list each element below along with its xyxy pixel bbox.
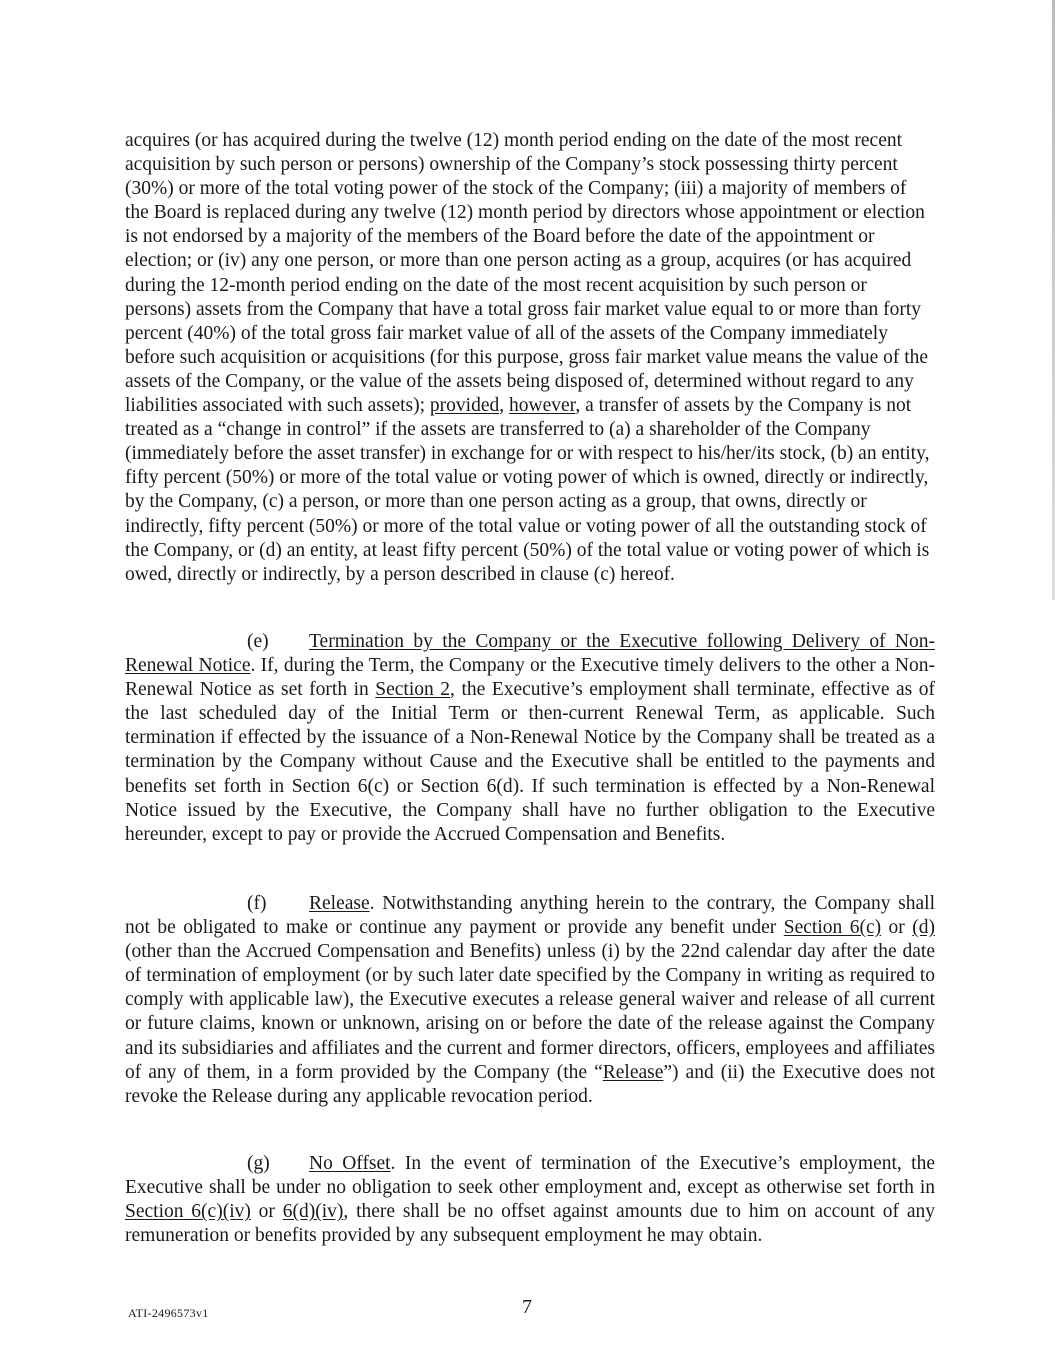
text: . In the event of termination of the Executive’s employment, the Executive shall be under no obligation to seek other employment and, except as otherwise set forth in bbox=[125, 1153, 935, 1199]
section-label: (f) bbox=[247, 893, 267, 914]
text: , the Executive’s employment shall terminate, effective as of the last scheduled day of the Initial Term or then-current Renewal Term, as applicable. Such termination if effected by the issuance of a Non-Renewal Notice by the Company shall be treated as a termination by the Company without Cause and the Executive shall be entitled to the payments and benefits set forth in Section 6(c) or Section 6(d). If such termination is effected by a Non-Renewal Notice issued by the Executive, the Company shall have no further obligation to the Executive hereunder, except to pay or provide the Accrued Compensation and Benefits. bbox=[125, 679, 935, 845]
section-g-paragraph bbox=[125, 1152, 935, 1248]
section-reference: 6(d)(iv) bbox=[282, 1201, 344, 1223]
text: . If, during the Term, the Company or the Executive timely delivers to the other a Non-Renewal Notice as set forth in bbox=[125, 655, 935, 701]
emphasis-provided: provided bbox=[429, 395, 500, 417]
text: acquires (or has acquired during the twelve (12) month period ending on the date of the most recent acquisition by such person or persons) ownership of the Company’s stock possessing thirty percent (30%) or more of the total voting power of the stock of the Company; (iii) a majority of members of the Board is replaced during any twelve (12) month period by directors whose appointment or election is not endorsed by a majority of the members of the Board before the date of the appointment or election; or (iv) any one person, or more than one person acting as a group, acquires (or has acquired during the 12-month period ending on the date of the most recent acquisition by such person or persons) assets from the Company that have a total gross fair market value equal to or more than forty percent (40%) of the total gross fair market value of all of the assets of the Company immediately before such acquisition or acquisitions (for this purpose, gross fair market value means the value of the assets of the Company, or the value of the assets being disposed of, determined without regard to any liabilities associated with such assets); bbox=[125, 130, 929, 417]
section-e-paragraph bbox=[125, 630, 935, 847]
text: . Notwithstanding anything herein to the contrary, the Company shall not be obligated to make or continue any payment or provide any benefit under bbox=[125, 893, 935, 939]
section-reference: Section 2 bbox=[375, 679, 451, 701]
section-reference: (d) bbox=[912, 917, 936, 939]
section-heading: No Offset bbox=[309, 1153, 391, 1174]
text: or bbox=[250, 1201, 283, 1223]
section-f-paragraph bbox=[125, 892, 935, 1109]
text: or bbox=[881, 917, 913, 939]
defined-term: Release bbox=[602, 1061, 664, 1083]
emphasis-however: however bbox=[508, 395, 576, 417]
section-label: (e) bbox=[247, 631, 269, 652]
document-id: ATI-2496573v1 bbox=[128, 1306, 209, 1320]
section-heading: Termination by the Company or the Executive following Delivery of Non-Renewal Notice bbox=[125, 631, 935, 677]
text: ”) and (ii) the Executive does not revoke the Release during any applicable revocation period. bbox=[125, 1061, 935, 1107]
paragraph-change-in-control-continued bbox=[125, 129, 935, 587]
section-label: (g) bbox=[247, 1153, 270, 1174]
text: , there shall be no offset against amounts due to him on account of any remuneration or benefits provided by any subsequent employment he may obtain. bbox=[125, 1201, 935, 1247]
text: , a transfer of assets by the Company is not treated as a “change in control” if the assets are transferred to (a) a shareholder of the Company (immediately before the asset transfer) in exchange for or with respect to his/her/its stock, (b) an entity, fifty percent (50%) or more of the total value or voting power of which is owned, directly or indirectly, by the Company, (c) a person, or more than one person acting as a group, that owns, directly or indirectly, fifty percent (50%) or more of the total value or voting power of all the outstanding stock of the Company, or (d) an entity, at least fifty percent (50%) of the total value or voting power of which is owed, directly or indirectly, by a person described in clause (c) hereof. bbox=[125, 395, 930, 585]
section-reference: Section 6(c) bbox=[783, 917, 882, 939]
text: , bbox=[499, 395, 509, 417]
text: (other than the Accrued Compensation and Benefits) unless (i) by the 22nd calendar day after the date of termination of employment (or by such later date specified by the Company in writing as required to comply with applicable law), the Executive executes a release general waiver and release of all current or future claims, known or unknown, arising on or before the date of the release against the Company and its subsidiaries and affiliates and the current and former directors, officers, employees and affiliates of any of them, in a form provided by the Company (the “ bbox=[125, 941, 935, 1083]
page-number: 7 bbox=[522, 1296, 532, 1318]
section-heading: Release bbox=[309, 893, 370, 914]
section-reference: Section 6(c)(iv) bbox=[125, 1201, 251, 1223]
